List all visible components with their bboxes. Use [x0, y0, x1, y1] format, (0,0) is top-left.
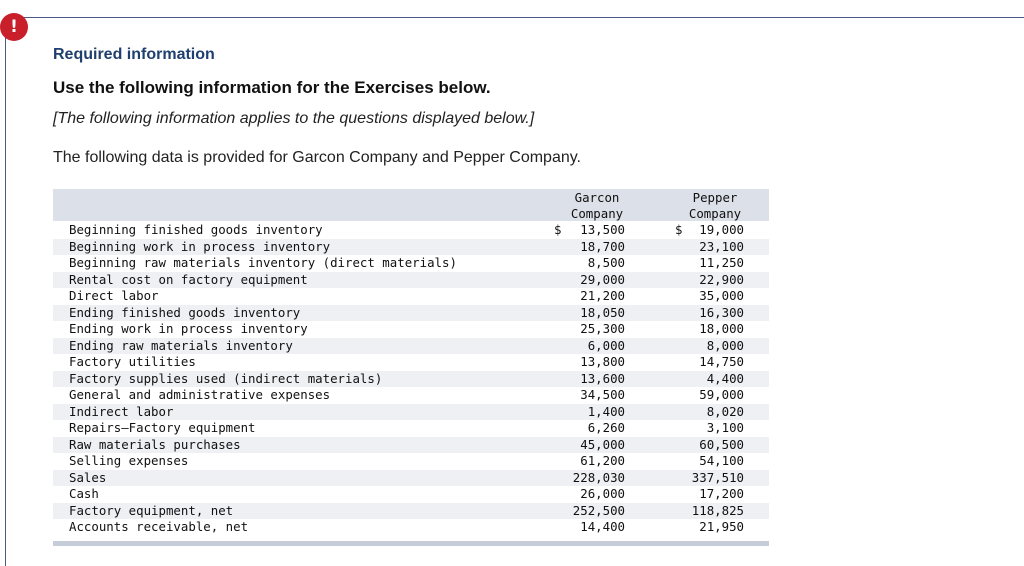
- intro-text: The following data is provided for Garcon Company and Pepper Company.: [53, 149, 581, 166]
- table-row: [53, 420, 769, 437]
- table-row: [53, 305, 769, 322]
- garcon-value: 14,400: [580, 519, 625, 534]
- table-row: [53, 255, 769, 272]
- row-label: Factory equipment, net: [69, 502, 234, 518]
- row-label: Cash: [69, 486, 99, 501]
- exercise-instructions-heading: Use the following information for the Exercises below.: [53, 78, 491, 97]
- table-row: [53, 239, 769, 256]
- row-label: Repairs—Factory equipment: [69, 420, 256, 435]
- pepper-value: 8,000: [706, 337, 744, 353]
- row-label: Beginning finished goods inventory: [69, 222, 323, 237]
- garcon-value: 18,050: [580, 304, 625, 320]
- pepper-value: 14,750: [699, 354, 744, 369]
- garcon-value: 13,800: [580, 354, 625, 369]
- alert-icon: !: [0, 13, 28, 41]
- required-information-heading: Required information: [53, 46, 215, 63]
- pepper-value: 35,000: [699, 288, 744, 303]
- row-label: Raw materials purchases: [69, 436, 241, 452]
- garcon-value: 6,000: [587, 337, 625, 353]
- table-bottom-border: [53, 541, 769, 546]
- column-header-pepper: [670, 190, 760, 222]
- pepper-value: 11,250: [699, 255, 744, 270]
- table-row: [53, 453, 769, 470]
- table-row: [53, 470, 769, 487]
- table-row: [53, 321, 769, 338]
- garcon-value: 6,260: [587, 420, 625, 435]
- pepper-value: 118,825: [691, 502, 744, 518]
- table-row: [53, 387, 769, 404]
- garcon-value: 34,500: [580, 387, 625, 402]
- column-header-pepper-line2: Company: [688, 206, 742, 221]
- row-label: Selling expenses: [69, 453, 189, 468]
- row-label: Indirect labor: [69, 403, 174, 419]
- pepper-value: 337,510: [691, 469, 744, 485]
- pepper-value: 23,100: [699, 238, 744, 254]
- pepper-value: 22,900: [699, 271, 744, 287]
- column-header-garcon: [552, 190, 642, 222]
- left-divider: [5, 24, 6, 566]
- row-label: Ending raw materials inventory: [69, 337, 293, 353]
- row-label: Ending work in process inventory: [69, 321, 308, 336]
- pepper-value: 16,300: [699, 304, 744, 320]
- currency-symbol-pepper: $: [675, 222, 683, 237]
- garcon-value: 45,000: [580, 436, 625, 452]
- garcon-value: 21,200: [580, 288, 625, 303]
- row-label: Rental cost on factory equipment: [69, 271, 308, 287]
- pepper-value: 19,000: [699, 222, 744, 237]
- garcon-value: 26,000: [580, 486, 625, 501]
- pepper-value: 18,000: [699, 321, 744, 336]
- table-row: [53, 519, 769, 536]
- row-label: Factory utilities: [69, 354, 196, 369]
- garcon-value: 61,200: [580, 453, 625, 468]
- table-row: [53, 354, 769, 371]
- garcon-value: 1,400: [587, 403, 625, 419]
- pepper-value: 8,020: [706, 403, 744, 419]
- row-label: General and administrative expenses: [69, 387, 331, 402]
- pepper-value: 54,100: [699, 453, 744, 468]
- column-header-pepper-line1: Pepper: [692, 190, 738, 205]
- pepper-value: 3,100: [706, 420, 744, 435]
- garcon-value: 13,500: [580, 222, 625, 237]
- pepper-value: 60,500: [699, 436, 744, 452]
- currency-symbol-garcon: $: [554, 222, 562, 237]
- garcon-value: 18,700: [580, 238, 625, 254]
- table-header-background: [53, 189, 769, 221]
- pepper-value: 21,950: [699, 519, 744, 534]
- table-row: [53, 404, 769, 421]
- applies-note: [The following information applies to the questions displayed below.]: [53, 110, 535, 127]
- garcon-value: 13,600: [580, 370, 625, 386]
- row-label: Ending finished goods inventory: [69, 304, 301, 320]
- column-header-garcon-line1: Garcon: [574, 190, 620, 205]
- table-row: [53, 503, 769, 520]
- row-label: Beginning raw materials inventory (direct materials): [69, 255, 457, 270]
- row-label: Beginning work in process inventory: [69, 238, 331, 254]
- column-header-garcon-line2: Company: [570, 206, 624, 221]
- garcon-value: 29,000: [580, 271, 625, 287]
- table-row: [53, 222, 769, 239]
- row-label: Accounts receivable, net: [69, 519, 249, 534]
- table-row: [53, 437, 769, 454]
- table-row: [53, 371, 769, 388]
- pepper-value: 17,200: [699, 486, 744, 501]
- garcon-value: 252,500: [572, 502, 625, 518]
- top-divider: [14, 17, 1024, 18]
- row-label: Sales: [69, 469, 107, 485]
- table-row: [53, 272, 769, 289]
- table-row: [53, 288, 769, 305]
- garcon-value: 8,500: [587, 255, 625, 270]
- garcon-value: 228,030: [572, 469, 625, 485]
- row-label: Factory supplies used (indirect materials): [69, 370, 383, 386]
- table-row: [53, 486, 769, 503]
- pepper-value: 59,000: [699, 387, 744, 402]
- table-row: [53, 338, 769, 355]
- garcon-value: 25,300: [580, 321, 625, 336]
- row-label: Direct labor: [69, 288, 159, 303]
- pepper-value: 4,400: [706, 370, 744, 386]
